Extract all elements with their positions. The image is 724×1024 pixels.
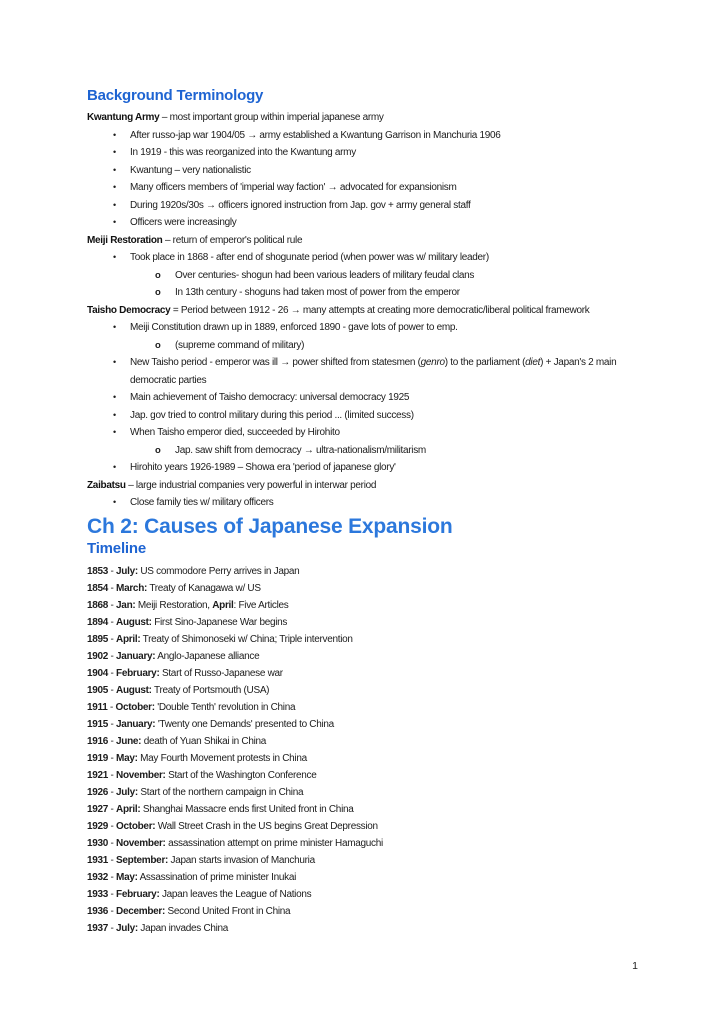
text-run: - bbox=[108, 565, 117, 577]
text-run: Second United Front in China bbox=[165, 905, 291, 917]
timeline-entry bbox=[87, 597, 640, 614]
text-run: During 1920s/30s → officers ignored instruction from Jap. gov + army general staff bbox=[130, 199, 471, 211]
text-run: assassination attempt on prime minister Hamaguchi bbox=[165, 837, 383, 849]
text-run: Over centuries- shogun had been various leaders of military feudal clans bbox=[175, 269, 475, 281]
bullet-item bbox=[87, 389, 640, 407]
bullet-text bbox=[130, 127, 640, 145]
term-definition: – large industrial companies very powerful in interwar period bbox=[125, 479, 377, 491]
text-run: October: bbox=[115, 701, 155, 713]
text-run: - bbox=[108, 854, 117, 866]
term-definition-line bbox=[87, 477, 640, 495]
timeline-entry bbox=[87, 631, 640, 648]
text-run: 1930 bbox=[87, 837, 109, 849]
text-run: Officers were increasingly bbox=[130, 217, 237, 228]
term-name: Taisho Democracy bbox=[87, 304, 171, 316]
text-run: Anglo-Japanese alliance bbox=[155, 650, 260, 662]
text-run: February: bbox=[116, 667, 160, 679]
text-run: - bbox=[108, 888, 117, 900]
text-run: 1933 bbox=[87, 888, 109, 900]
page-content bbox=[87, 88, 640, 937]
bullet-text bbox=[130, 319, 640, 337]
bullet-item bbox=[87, 179, 640, 197]
bullet-text bbox=[130, 407, 640, 425]
term-definition-line bbox=[87, 232, 640, 250]
text-run: November: bbox=[116, 837, 166, 849]
timeline-entry bbox=[87, 563, 640, 580]
text-run: Treaty of Shimonoseki w/ China; Triple intervention bbox=[140, 633, 353, 645]
text-run: May: bbox=[116, 752, 138, 764]
bullet-item bbox=[87, 284, 640, 302]
text-run: - bbox=[108, 803, 117, 815]
bullet-text bbox=[130, 179, 640, 197]
bullet-dot-icon: • bbox=[113, 147, 116, 157]
text-run: diet bbox=[525, 357, 541, 368]
text-run: January: bbox=[116, 650, 156, 662]
bullet-text bbox=[130, 389, 640, 407]
bullet-item bbox=[87, 494, 640, 512]
bullet-dot-icon: • bbox=[113, 392, 116, 402]
bullet-item bbox=[87, 337, 640, 355]
text-run: 1853 bbox=[87, 565, 109, 577]
timeline-entry bbox=[87, 903, 640, 920]
text-run: Japan invades China bbox=[137, 922, 229, 934]
text-run: Hirohito years 1926-1989 – Showa era 'period of japanese glory' bbox=[130, 462, 396, 473]
text-run: 1927 bbox=[87, 803, 109, 815]
text-run: - bbox=[108, 633, 117, 645]
bullet-dot-icon: • bbox=[113, 357, 116, 367]
bullet-text bbox=[175, 442, 640, 460]
term-name: Kwantung Army bbox=[87, 112, 160, 123]
timeline-entry bbox=[87, 852, 640, 869]
timeline-entry bbox=[87, 699, 640, 716]
bullet-item bbox=[87, 459, 640, 477]
bullet-text bbox=[130, 197, 640, 215]
text-run: Start of Russo-Japanese war bbox=[159, 667, 283, 679]
bullet-text bbox=[130, 249, 640, 267]
bullet-item bbox=[87, 424, 640, 442]
bullet-text bbox=[130, 214, 640, 232]
text-run: - bbox=[108, 599, 117, 611]
text-run: October: bbox=[116, 820, 156, 832]
bullet-dot-icon: • bbox=[113, 497, 116, 507]
text-run: Took place in 1868 - after end of shogunate period (when power was w/ military leader) bbox=[130, 252, 489, 263]
text-run: May: bbox=[116, 871, 138, 883]
timeline-entry bbox=[87, 801, 640, 818]
text-run: (supreme command of military) bbox=[175, 339, 305, 351]
bullet-item bbox=[87, 162, 640, 180]
bullet-item bbox=[87, 354, 640, 389]
text-run: - bbox=[108, 905, 117, 917]
text-run: death of Yuan Shikai in China bbox=[141, 735, 267, 747]
timeline-entry bbox=[87, 750, 640, 767]
timeline-entry bbox=[87, 869, 640, 886]
term-name: Zaibatsu bbox=[87, 479, 126, 491]
timeline-entry bbox=[87, 716, 640, 733]
text-run: 1937 bbox=[87, 922, 109, 934]
text-run: - bbox=[108, 735, 117, 747]
bullet-text bbox=[130, 459, 640, 477]
text-run: Meiji Constitution drawn up in 1889, enforced 1890 - gave lots of power to emp. bbox=[130, 322, 458, 333]
timeline-entry bbox=[87, 818, 640, 835]
timeline-entry bbox=[87, 614, 640, 631]
bullet-text bbox=[175, 337, 640, 355]
text-run: - bbox=[108, 820, 117, 832]
text-run: Jap. gov tried to control military during this period ... (limited success) bbox=[130, 409, 414, 421]
text-run: 'Double Tenth' revolution in China bbox=[154, 701, 296, 713]
text-run: 1902 bbox=[87, 650, 109, 662]
text-run: - bbox=[108, 752, 117, 764]
timeline-entry bbox=[87, 648, 640, 665]
text-run: Japan leaves the League of Nations bbox=[159, 888, 312, 900]
bullet-dot-icon: • bbox=[113, 182, 116, 192]
bullet-dot-icon: • bbox=[113, 199, 116, 210]
text-run: - bbox=[108, 922, 117, 934]
text-run: In 13th century - shoguns had taken most of power from the emperor bbox=[175, 287, 460, 298]
bullet-dot-icon: • bbox=[113, 252, 116, 262]
bullet-item bbox=[87, 144, 640, 162]
text-run: After russo-jap war 1904/05 → army established a Kwantung Garrison in Manchuria 1906 bbox=[130, 129, 501, 141]
text-run: Japan starts invasion of Manchuria bbox=[168, 854, 315, 866]
bullet-text bbox=[130, 162, 640, 180]
text-run: 1911 bbox=[87, 701, 108, 713]
timeline-entry bbox=[87, 733, 640, 750]
bullet-text bbox=[130, 424, 640, 442]
term-definition: = Period between 1912 - 26 → many attempts at creating more democratic/liberal political framework bbox=[170, 304, 590, 316]
text-run: - bbox=[108, 616, 117, 628]
bullet-dot-icon: • bbox=[113, 217, 116, 227]
term-definition: – most important group within imperial japanese army bbox=[159, 112, 384, 123]
text-run: Jap. saw shift from democracy → ultra-nationalism/militarism bbox=[175, 444, 426, 456]
bullet-text bbox=[130, 494, 640, 512]
text-run: September: bbox=[116, 854, 169, 866]
text-run: genro bbox=[420, 357, 445, 368]
bullet-item bbox=[87, 407, 640, 425]
text-run: January: bbox=[116, 718, 156, 730]
bullet-item bbox=[87, 214, 640, 232]
bullet-text bbox=[175, 267, 640, 285]
text-run: New Taisho period - emperor was ill → power shifted from statesmen ( bbox=[130, 357, 421, 368]
bullet-item bbox=[87, 197, 640, 215]
timeline-entry bbox=[87, 835, 640, 852]
timeline-entry bbox=[87, 682, 640, 699]
text-run: 1931 bbox=[87, 854, 109, 866]
text-run: Wall Street Crash in the US begins Great Depression bbox=[155, 820, 378, 832]
bullet-text bbox=[175, 284, 640, 302]
text-run: - bbox=[108, 871, 117, 883]
term-name: Meiji Restoration bbox=[87, 234, 163, 246]
timeline-list bbox=[87, 563, 640, 937]
text-run: - bbox=[108, 837, 117, 849]
term-definition-line bbox=[87, 109, 640, 127]
text-run: In 1919 - this was reorganized into the Kwantung army bbox=[130, 147, 356, 158]
bullet-circle-icon: o bbox=[155, 444, 161, 456]
text-run: July: bbox=[116, 565, 138, 577]
text-run: Many officers members of 'imperial way faction' → advocated for expansionism bbox=[130, 182, 457, 193]
text-run: Start of the Washington Conference bbox=[165, 769, 317, 781]
bullet-circle-icon: o bbox=[155, 339, 161, 351]
bullet-text bbox=[130, 144, 640, 162]
bullet-dot-icon: • bbox=[113, 322, 116, 332]
text-run: Shanghai Massacre ends first United front in China bbox=[140, 803, 354, 815]
text-run: 1921 bbox=[87, 769, 109, 781]
text-run: June: bbox=[116, 735, 142, 747]
timeline-entry bbox=[87, 886, 640, 903]
text-run: Treaty of Kanagawa w/ US bbox=[147, 582, 261, 594]
text-run: November: bbox=[116, 769, 166, 781]
bullet-circle-icon: o bbox=[155, 287, 161, 298]
text-run: 1868 bbox=[87, 599, 109, 611]
text-run: 1936 bbox=[87, 905, 109, 917]
text-run: 1929 bbox=[87, 820, 109, 832]
bullet-dot-icon: • bbox=[113, 427, 116, 437]
text-run: 1894 bbox=[87, 616, 109, 628]
bullet-dot-icon: • bbox=[113, 462, 116, 472]
text-run: - bbox=[107, 701, 116, 713]
timeline-entry bbox=[87, 767, 640, 784]
bullet-circle-icon: o bbox=[155, 269, 161, 281]
text-run: May Fourth Movement protests in China bbox=[137, 752, 307, 764]
text-run: 1916 bbox=[87, 735, 109, 747]
text-run: Meiji Restoration, bbox=[135, 599, 213, 611]
section-title-background-terminology: Background Terminology bbox=[87, 87, 264, 104]
text-run: First Sino-Japanese War begins bbox=[151, 616, 288, 628]
text-run: March: bbox=[116, 582, 148, 594]
section-title-timeline: Timeline bbox=[87, 539, 146, 557]
bullet-dot-icon: • bbox=[113, 409, 116, 420]
bullet-dot-icon: • bbox=[113, 164, 116, 175]
bullet-item bbox=[87, 442, 640, 460]
text-run: 1932 bbox=[87, 871, 109, 883]
text-run: 1895 bbox=[87, 633, 109, 645]
text-run: April: bbox=[116, 803, 141, 815]
text-run: 1926 bbox=[87, 786, 109, 798]
bullet-item bbox=[87, 127, 640, 145]
term-definition-line bbox=[87, 302, 640, 320]
text-run: February: bbox=[116, 888, 160, 900]
text-run: August: bbox=[116, 616, 152, 628]
timeline-entry bbox=[87, 784, 640, 801]
text-run: When Taisho emperor died, succeeded by Hirohito bbox=[130, 427, 340, 438]
text-run: August: bbox=[116, 684, 152, 696]
text-run: - bbox=[108, 718, 117, 730]
bullet-item bbox=[87, 249, 640, 267]
bullet-item bbox=[87, 319, 640, 337]
text-run: : Five Articles bbox=[233, 599, 289, 611]
text-run: Start of the northern campaign in China bbox=[137, 786, 304, 798]
text-run: - bbox=[108, 769, 117, 781]
bullet-item bbox=[87, 267, 640, 285]
timeline-entry bbox=[87, 920, 640, 937]
text-run: Jan: bbox=[116, 599, 136, 611]
text-run: US commodore Perry arrives in Japan bbox=[137, 565, 300, 577]
text-run: 1904 bbox=[87, 667, 109, 679]
page-number: 1 bbox=[632, 960, 638, 972]
text-run: - bbox=[108, 786, 117, 798]
text-run: ) + Japan's 2 main democratic parties bbox=[130, 357, 617, 386]
chapter-title: Ch 2: Causes of Japanese Expansion bbox=[87, 514, 453, 538]
text-run: - bbox=[108, 582, 117, 594]
text-run: 1854 bbox=[87, 582, 109, 594]
text-run: July: bbox=[116, 786, 138, 798]
text-run: Main achievement of Taisho democracy: universal democracy 1925 bbox=[130, 392, 410, 403]
text-run: Treaty of Portsmouth (USA) bbox=[151, 684, 270, 696]
text-run: April: bbox=[116, 633, 141, 645]
text-run: - bbox=[108, 650, 117, 662]
timeline-entry bbox=[87, 665, 640, 682]
text-run: 'Twenty one Demands' presented to China bbox=[155, 718, 334, 730]
terminology-list bbox=[87, 109, 640, 512]
text-run: 1915 bbox=[87, 718, 109, 730]
text-run: 1905 bbox=[87, 684, 109, 696]
text-run: Close family ties w/ military officers bbox=[130, 497, 274, 508]
text-run: - bbox=[108, 667, 117, 679]
text-run: Kwantung – very nationalistic bbox=[130, 164, 251, 176]
text-run: ) to the parliament ( bbox=[444, 357, 526, 368]
text-run: - bbox=[108, 684, 117, 696]
bullet-dot-icon: • bbox=[113, 129, 116, 140]
bullet-text bbox=[130, 354, 640, 389]
text-run: 1919 bbox=[87, 752, 109, 764]
text-run: July: bbox=[116, 922, 138, 934]
text-run: Assassination of prime minister Inukai bbox=[137, 871, 297, 883]
text-run: December: bbox=[116, 905, 166, 917]
term-definition: – return of emperor's political rule bbox=[162, 234, 303, 246]
timeline-entry bbox=[87, 580, 640, 597]
text-run: April bbox=[212, 599, 234, 611]
